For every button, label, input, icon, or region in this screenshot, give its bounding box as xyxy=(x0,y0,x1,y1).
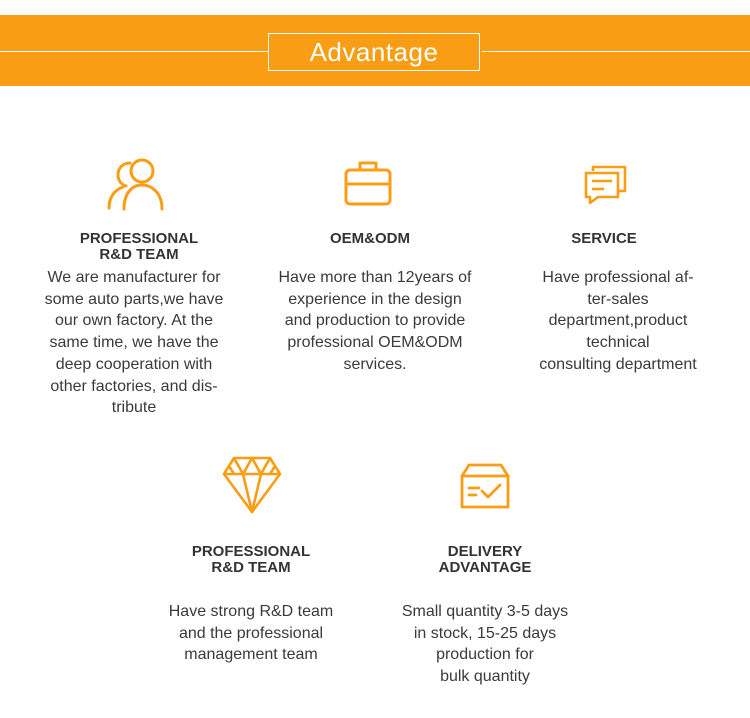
banner-divider-right xyxy=(482,51,750,52)
item-desc-delivery-advantage: Small quantity 3-5 days in stock, 15-25 days production for bulk quantity xyxy=(401,603,569,686)
banner-divider-left xyxy=(0,51,268,52)
item-title-service: SERVICE xyxy=(571,230,637,247)
chat-icon xyxy=(584,165,628,205)
team-icon xyxy=(106,157,166,211)
banner-title: Advantage xyxy=(268,33,480,71)
briefcase-icon xyxy=(343,159,393,207)
item-desc-rd-team: We are manufacturer for some auto parts,we have our own factory. At the same time, we have the deep cooperation with other factories, and dis- tribute xyxy=(44,269,224,417)
item-title-rd-team: PROFESSIONAL R&D TEAM xyxy=(79,230,199,263)
delivery-box-icon xyxy=(459,462,511,510)
item-title-oem-odm: OEM&ODM xyxy=(330,230,410,247)
diamond-icon xyxy=(222,456,282,514)
item-desc-oem-odm: Have more than 12years of experience in the design and production to provide professional OEM&ODM services. xyxy=(278,269,472,373)
item-title-delivery-advantage: DELIVERY ADVANTAGE xyxy=(438,543,532,576)
item-desc-rd-team-2: Have strong R&D team and the professional management team xyxy=(168,603,334,664)
item-desc-service: Have professional af- ter-sales department,product technical consulting department xyxy=(539,269,697,373)
item-title-rd-team-2: PROFESSIONAL R&D TEAM xyxy=(191,543,311,576)
